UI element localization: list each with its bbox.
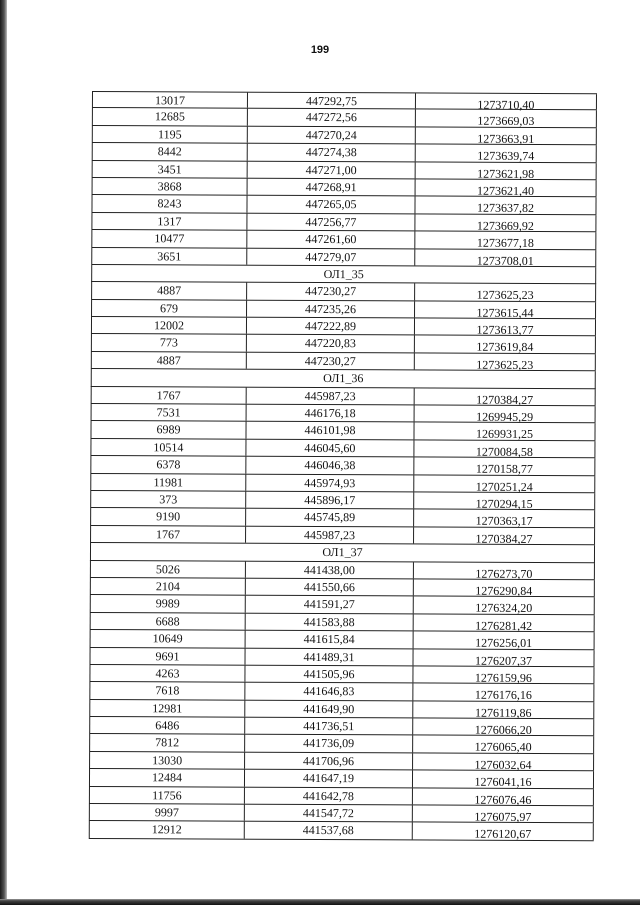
y-coordinate-value: 1273621,98 [477, 166, 535, 181]
table-row [91, 300, 596, 320]
y-coordinate-value: 1273669,92 [476, 218, 534, 233]
point-number-cell: 6378 [90, 456, 245, 473]
table-row [89, 682, 594, 702]
y-coordinate-cell [413, 492, 595, 509]
x-coordinate-cell: 445896,17 [245, 492, 413, 509]
table-row [91, 334, 596, 354]
point-number-cell: 773 [91, 334, 246, 351]
table-row [89, 717, 594, 737]
x-coordinate-cell: 447292,75 [247, 93, 415, 109]
table-row [91, 352, 596, 372]
y-coordinate-value: 1276324,20 [475, 601, 533, 616]
point-number-cell: 3651 [91, 248, 246, 265]
x-coordinate-cell: 445987,23 [246, 387, 414, 404]
table-row [89, 787, 594, 807]
y-coordinate-cell [412, 666, 594, 683]
y-coordinate-value: 1276256,01 [475, 635, 533, 651]
point-number-cell: 3451 [92, 161, 247, 178]
y-coordinate-value: 1273663,91 [477, 131, 535, 146]
table-row [89, 804, 594, 824]
x-coordinate-cell: 441649,90 [244, 700, 412, 717]
x-coordinate-cell: 441642,78 [244, 787, 412, 804]
table-row [92, 91, 597, 111]
point-number-cell: 11756 [89, 787, 244, 804]
point-number-cell: 8243 [91, 195, 246, 212]
x-coordinate-cell: 447230,27 [246, 353, 414, 370]
table-row [91, 248, 596, 268]
y-coordinate-cell [415, 110, 597, 127]
y-coordinate-cell [414, 336, 596, 353]
x-coordinate-cell: 447261,60 [246, 231, 414, 248]
y-coordinate-cell [413, 562, 595, 579]
y-coordinate-value: 1273621,40 [477, 183, 535, 198]
y-coordinate-value: 1276075,97 [474, 809, 532, 824]
table-row [91, 230, 596, 250]
y-coordinate-value: 1273677,18 [476, 235, 534, 251]
y-coordinate-cell [413, 423, 595, 440]
table-row [92, 178, 597, 198]
table-row [89, 734, 594, 754]
table-row [91, 387, 596, 407]
x-coordinate-cell: 447270,24 [247, 126, 415, 143]
point-number-cell: 7531 [91, 404, 246, 421]
point-number-cell: 10477 [91, 230, 246, 247]
table-row [92, 161, 597, 181]
point-number-cell: 679 [91, 300, 246, 317]
table-row [89, 700, 594, 720]
x-coordinate-cell: 441736,09 [244, 735, 412, 752]
scan-left-edge [0, 0, 7, 905]
point-number-cell: 12685 [92, 108, 247, 125]
y-coordinate-value: 1276120,67 [474, 827, 532, 842]
point-number-cell: 4887 [91, 282, 246, 299]
point-number-cell: 12002 [91, 317, 246, 334]
page-number: 199 [310, 44, 330, 56]
point-number-cell: 1767 [91, 387, 246, 404]
point-number-cell: 9997 [89, 804, 244, 821]
point-number-cell: 11981 [90, 474, 245, 491]
x-coordinate-cell: 441583,88 [245, 613, 413, 630]
y-coordinate-cell [413, 475, 595, 492]
table-row [92, 143, 597, 163]
y-coordinate-cell [414, 232, 596, 249]
y-coordinate-cell [412, 684, 594, 701]
y-coordinate-value: 1276119,86 [474, 705, 532, 720]
table-row [90, 561, 595, 581]
x-coordinate-cell: 447222,89 [246, 318, 414, 335]
x-coordinate-cell: 446045,60 [245, 439, 413, 456]
y-coordinate-cell [412, 718, 594, 735]
x-coordinate-cell: 441438,00 [245, 561, 413, 578]
table-row [90, 526, 595, 546]
y-coordinate-value: 1273637,82 [476, 201, 535, 216]
x-coordinate-cell: 447230,27 [246, 283, 414, 300]
y-coordinate-cell [412, 753, 594, 770]
y-coordinate-cell [414, 388, 596, 405]
x-coordinate-cell: 447272,56 [247, 109, 415, 126]
y-coordinate-value: 1269931,25 [475, 427, 534, 442]
y-coordinate-value: 1273613,77 [476, 322, 534, 338]
y-coordinate-cell [412, 788, 594, 805]
x-coordinate-cell: 447235,26 [246, 300, 414, 317]
table-row [90, 630, 595, 650]
y-coordinate-value: 1273708,01 [476, 253, 534, 268]
point-number-cell: 6688 [90, 613, 245, 630]
x-coordinate-cell: 447271,00 [247, 161, 415, 178]
point-number-cell: 7812 [89, 734, 244, 751]
y-coordinate-cell [415, 162, 597, 179]
y-coordinate-cell [414, 353, 596, 370]
y-coordinate-cell [413, 440, 595, 457]
x-coordinate-cell: 445974,93 [245, 474, 413, 491]
x-coordinate-cell: 447220,83 [246, 335, 414, 352]
y-coordinate-value: 1276281,42 [475, 618, 533, 633]
y-coordinate-cell [414, 405, 596, 422]
point-number-cell: 8442 [92, 143, 247, 160]
y-coordinate-cell [413, 510, 595, 527]
y-coordinate-value: 1270384,27 [476, 392, 534, 407]
y-coordinate-cell [413, 632, 595, 649]
y-coordinate-cell [415, 93, 597, 112]
y-coordinate-cell [414, 301, 596, 318]
y-coordinate-value: 1270084,58 [475, 444, 533, 459]
point-number-cell: 9190 [90, 508, 245, 525]
x-coordinate-cell: 445745,89 [245, 509, 413, 526]
table-row [91, 195, 596, 215]
point-number-cell: 10649 [90, 630, 245, 647]
point-number-cell: 13017 [92, 92, 247, 108]
y-coordinate-value: 1276273,70 [475, 566, 533, 581]
y-coordinate-value: 1276207,37 [474, 653, 533, 668]
section-header: ОЛ1_37 [90, 543, 595, 563]
y-coordinate-cell [414, 249, 596, 266]
y-coordinate-cell [414, 284, 596, 301]
x-coordinate-cell: 441505,96 [244, 666, 412, 683]
y-coordinate-value: 1273615,44 [476, 305, 534, 320]
y-coordinate-cell [412, 701, 594, 718]
table-row [90, 613, 595, 633]
table-row [90, 439, 595, 459]
y-coordinate-value: 1273625,23 [476, 357, 534, 372]
point-number-cell: 1317 [91, 213, 246, 230]
y-coordinate-cell [412, 736, 594, 753]
point-number-cell: 2104 [90, 578, 245, 595]
x-coordinate-cell: 441489,31 [244, 648, 412, 665]
section-header: ОЛ1_35 [91, 265, 596, 285]
table-row [90, 474, 595, 494]
y-coordinate-value: 1270294,15 [475, 496, 533, 511]
x-coordinate-cell: 441591,27 [245, 596, 413, 613]
y-coordinate-cell [412, 805, 594, 822]
y-coordinate-value: 1276032,64 [474, 757, 532, 772]
table-row [89, 769, 594, 789]
x-coordinate-cell: 447279,07 [246, 248, 414, 265]
y-coordinate-value: 1270158,77 [475, 461, 533, 477]
y-coordinate-value: 1270251,24 [475, 479, 533, 494]
scan-bottom-edge [0, 899, 640, 905]
point-number-cell: 6989 [90, 421, 245, 438]
y-coordinate-cell [415, 127, 597, 144]
table-row [90, 595, 595, 615]
point-number-cell: 373 [90, 491, 245, 508]
point-number-cell: 4263 [89, 665, 244, 682]
y-coordinate-value: 1269945,29 [476, 409, 534, 424]
table-row [89, 752, 594, 772]
x-coordinate-cell: 441706,96 [244, 753, 412, 770]
point-number-cell: 9989 [90, 595, 245, 612]
y-coordinate-cell [413, 527, 595, 544]
y-coordinate-value: 1273639,74 [477, 148, 535, 164]
y-coordinate-value: 1276076,46 [474, 792, 532, 807]
y-coordinate-value: 1276159,96 [474, 670, 532, 685]
point-number-cell: 1195 [92, 126, 247, 143]
table-row [92, 126, 597, 146]
y-coordinate-cell [414, 197, 596, 214]
y-coordinate-value: 1276065,40 [474, 740, 532, 755]
y-coordinate-cell [413, 458, 595, 475]
section-header: ОЛ1_36 [91, 369, 596, 389]
table-row [91, 282, 596, 302]
x-coordinate-cell: 447256,77 [246, 213, 414, 230]
table-row [91, 213, 596, 233]
y-coordinate-cell [412, 823, 594, 840]
point-number-cell: 6486 [89, 717, 244, 734]
table-row [91, 404, 596, 424]
x-coordinate-cell: 447268,91 [247, 179, 415, 196]
x-coordinate-cell: 445987,23 [245, 526, 413, 543]
point-number-cell: 7618 [89, 682, 244, 699]
point-number-cell: 12484 [89, 769, 244, 786]
point-number-cell: 5026 [90, 561, 245, 578]
coordinates-table [89, 91, 597, 841]
x-coordinate-cell: 441550,66 [245, 579, 413, 596]
x-coordinate-cell: 441615,84 [245, 631, 413, 648]
y-coordinate-cell [413, 614, 595, 631]
y-coordinate-value: 1273710,40 [477, 97, 535, 112]
x-coordinate-cell: 441547,72 [244, 805, 412, 822]
y-coordinate-cell [412, 649, 594, 666]
table-row [89, 821, 594, 841]
point-number-cell: 1767 [90, 526, 245, 543]
x-coordinate-cell: 441647,19 [244, 770, 412, 787]
table-row [90, 491, 595, 511]
table-row [91, 317, 596, 337]
table-row [89, 647, 594, 667]
y-coordinate-value: 1270384,27 [475, 531, 533, 546]
point-number-cell: 12912 [89, 821, 244, 838]
table-row [90, 508, 595, 528]
y-coordinate-cell [414, 318, 596, 338]
y-coordinate-value: 1276066,20 [474, 722, 532, 737]
y-coordinate-cell [413, 579, 595, 596]
y-coordinate-cell [412, 771, 594, 788]
y-coordinate-value: 1273669,03 [477, 114, 535, 129]
point-number-cell: 4887 [91, 352, 246, 369]
point-number-cell: 10514 [90, 439, 245, 456]
x-coordinate-cell: 447274,38 [247, 144, 415, 161]
y-coordinate-cell [413, 597, 595, 614]
y-coordinate-value: 1273625,23 [476, 287, 534, 303]
x-coordinate-cell: 441537,68 [244, 822, 412, 839]
x-coordinate-cell: 446176,18 [246, 405, 414, 422]
table-row [90, 421, 595, 441]
point-number-cell: 3868 [92, 178, 247, 195]
x-coordinate-cell: 446046,38 [245, 457, 413, 474]
y-coordinate-cell [415, 179, 597, 196]
y-coordinate-cell [415, 145, 597, 162]
x-coordinate-cell: 446101,98 [245, 422, 413, 439]
y-coordinate-cell [414, 214, 596, 231]
point-number-cell: 13030 [89, 752, 244, 769]
point-number-cell: 12981 [89, 700, 244, 717]
x-coordinate-cell: 447265,05 [246, 196, 414, 213]
y-coordinate-value: 1270363,17 [475, 514, 533, 529]
point-number-cell: 9691 [90, 647, 245, 664]
y-coordinate-value: 1276041,16 [474, 774, 532, 790]
y-coordinate-value: 1276290,84 [475, 583, 533, 598]
x-coordinate-cell: 441736,51 [244, 718, 412, 735]
x-coordinate-cell: 441646,83 [244, 683, 412, 700]
y-coordinate-value: 1276176,16 [474, 687, 532, 703]
y-coordinate-value: 1273619,84 [476, 340, 534, 355]
table-row [90, 456, 595, 476]
